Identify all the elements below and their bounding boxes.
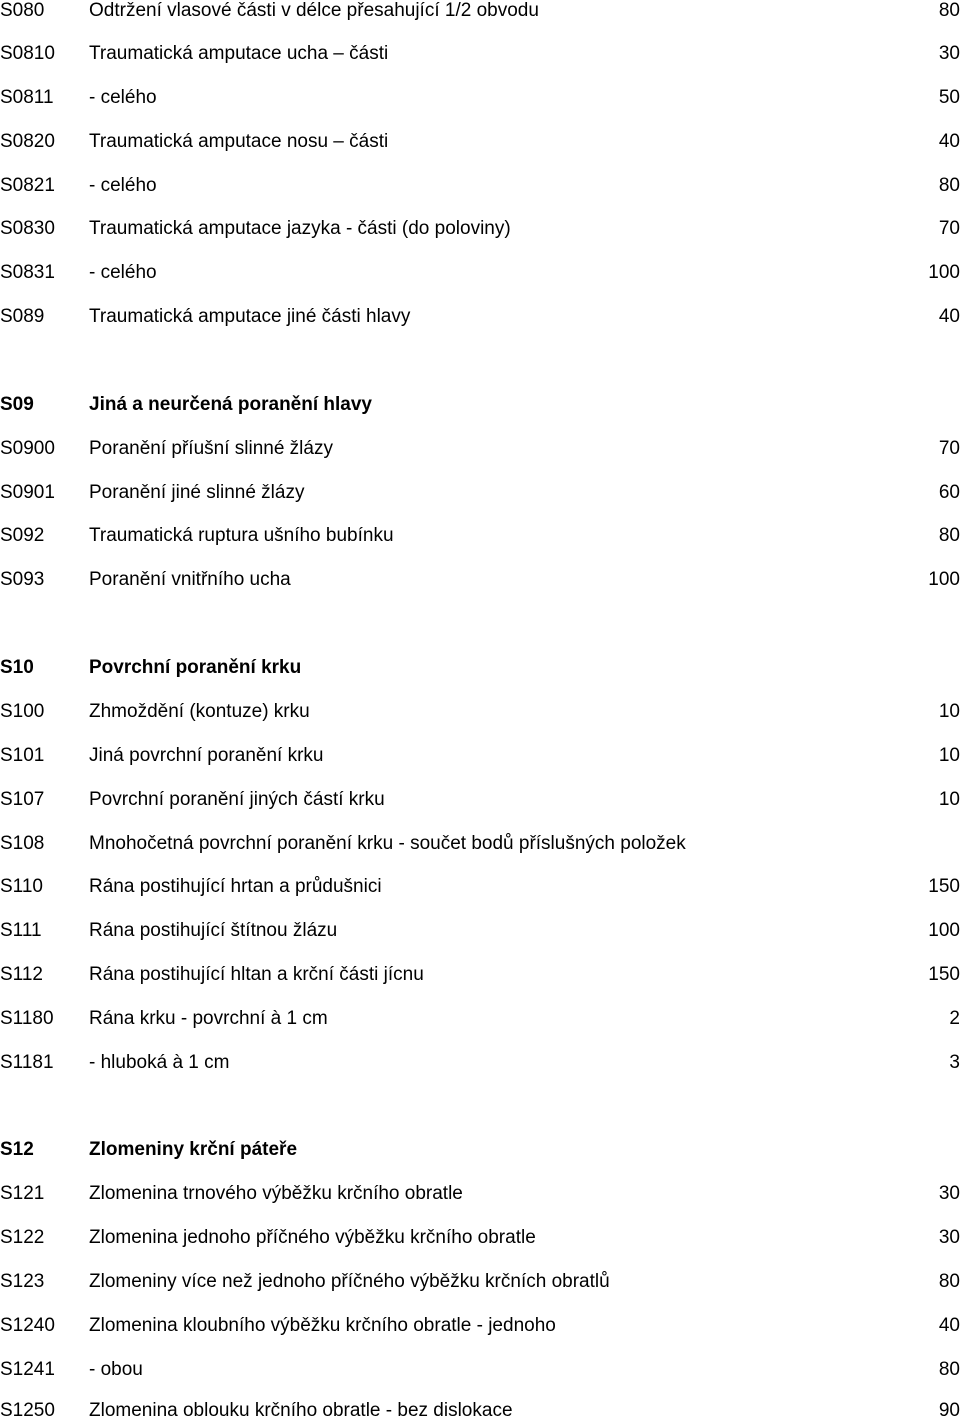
- row-points: 90: [938, 1400, 960, 1421]
- row-description: Jiná povrchní poranění krku: [89, 745, 324, 766]
- row-points: 50: [938, 87, 960, 108]
- row-description: Poranění příušní slinné žlázy: [89, 438, 333, 459]
- row-description: Zlomenina trnového výběžku krčního obratle: [89, 1183, 463, 1204]
- table-row: [0, 699, 960, 725]
- table-row: [0, 480, 960, 506]
- table-row: [0, 173, 960, 199]
- row-code: S080: [0, 0, 45, 21]
- row-description: Mnohočetná povrchní poranění krku - součet bodů příslušných položek: [89, 833, 686, 854]
- row-description: Traumatická amputace ucha – části: [89, 43, 389, 64]
- row-points: 30: [938, 43, 960, 64]
- row-points: 2: [949, 1008, 960, 1029]
- row-description: Traumatická amputace jiné části hlavy: [89, 306, 411, 327]
- row-points: 10: [938, 789, 960, 810]
- row-description: Traumatická amputace nosu – části: [89, 131, 389, 152]
- row-description: Traumatická ruptura ušního bubínku: [89, 525, 394, 546]
- row-code: S0901: [0, 482, 55, 503]
- table-row: [0, 436, 960, 462]
- row-points: 80: [938, 1271, 960, 1292]
- row-code: S107: [0, 789, 45, 810]
- row-code: S0831: [0, 262, 55, 283]
- row-points: 70: [938, 438, 960, 459]
- row-description: Traumatická amputace jazyka - části (do poloviny): [89, 218, 511, 239]
- row-points: 150: [928, 876, 960, 897]
- table-row: [0, 523, 960, 549]
- row-description: - celého: [89, 87, 157, 108]
- row-description: Povrchní poranění jiných částí krku: [89, 789, 385, 810]
- row-description: Rána krku - povrchní à 1 cm: [89, 1008, 328, 1029]
- row-points: 100: [928, 262, 960, 283]
- row-description: Odtržení vlasové části v délce přesahující 1/2 obvodu: [89, 0, 539, 21]
- row-description: Rána postihující hrtan a průdušnici: [89, 876, 382, 897]
- table-row: [0, 41, 960, 67]
- table-row: [0, 1006, 960, 1032]
- row-code: S1180: [0, 1008, 54, 1029]
- row-points: 3: [949, 1052, 960, 1073]
- row-points: 80: [938, 525, 960, 546]
- table-row: [0, 216, 960, 242]
- row-description: Zlomenina oblouku krčního obratle - bez dislokace: [89, 1400, 513, 1421]
- table-row: [0, 787, 960, 813]
- section-title: Povrchní poranění krku: [89, 657, 302, 678]
- row-description: - obou: [89, 1359, 143, 1380]
- table-row: [0, 831, 960, 857]
- table-row: [0, 260, 960, 286]
- row-code: S121: [0, 1183, 45, 1204]
- row-description: Rána postihující štítnou žlázu: [89, 920, 338, 941]
- row-code: S1241: [0, 1359, 55, 1380]
- row-code: S123: [0, 1271, 45, 1292]
- row-code: S0821: [0, 175, 55, 196]
- row-points: 100: [928, 569, 960, 590]
- table-row: [0, 1398, 960, 1424]
- table-row: [0, 304, 960, 330]
- row-code: S110: [0, 876, 43, 897]
- row-points: 40: [938, 1315, 960, 1336]
- row-description: Poranění jiné slinné žlázy: [89, 482, 305, 503]
- row-points: 30: [938, 1227, 960, 1248]
- section-title: Jiná a neurčená poranění hlavy: [89, 394, 372, 415]
- row-description: - celého: [89, 262, 157, 283]
- section-title: Zlomeniny krční páteře: [89, 1139, 298, 1160]
- row-description: Zlomenina jednoho příčného výběžku krčního obratle: [89, 1227, 536, 1248]
- row-points: 40: [938, 131, 960, 152]
- row-code: S100: [0, 701, 45, 722]
- row-code: S1181: [0, 1052, 54, 1073]
- row-code: S111: [0, 920, 42, 941]
- row-code: S1240: [0, 1315, 55, 1336]
- table-row: [0, 962, 960, 988]
- row-points: 150: [928, 964, 960, 985]
- row-code: S0811: [0, 87, 54, 108]
- table-row: [0, 1313, 960, 1339]
- row-points: 80: [938, 175, 960, 196]
- row-code: S0810: [0, 43, 55, 64]
- row-code: S0830: [0, 218, 55, 239]
- row-description: Poranění vnitřního ucha: [89, 569, 291, 590]
- row-description: Zlomenina kloubního výběžku krčního obratle - jednoho: [89, 1315, 556, 1336]
- table-row: [0, 0, 960, 24]
- section-code: S12: [0, 1139, 34, 1160]
- row-points: 60: [938, 482, 960, 503]
- row-points: 30: [938, 1183, 960, 1204]
- row-code: S093: [0, 569, 45, 590]
- row-points: 80: [938, 0, 960, 21]
- row-points: 40: [938, 306, 960, 327]
- row-code: S092: [0, 525, 45, 546]
- table-row: [0, 918, 960, 944]
- row-code: S1250: [0, 1400, 55, 1421]
- row-code: S101: [0, 745, 45, 766]
- row-description: Zlomeniny více než jednoho příčného výběžku krčních obratlů: [89, 1271, 610, 1292]
- row-code: S112: [0, 964, 43, 985]
- row-points: 10: [938, 745, 960, 766]
- row-description: Rána postihující hltan a krční části jícnu: [89, 964, 424, 985]
- section-code: S09: [0, 394, 34, 415]
- row-points: 100: [928, 920, 960, 941]
- section-code: S10: [0, 657, 34, 678]
- table-row: [0, 85, 960, 111]
- row-code: S0900: [0, 438, 55, 459]
- table-row: [0, 743, 960, 769]
- section-heading-row: [0, 655, 960, 681]
- row-description: Zhmoždění (kontuze) krku: [89, 701, 310, 722]
- row-points: 70: [938, 218, 960, 239]
- row-points: 80: [938, 1359, 960, 1380]
- row-description: - hluboká à 1 cm: [89, 1052, 230, 1073]
- row-code: S108: [0, 833, 45, 854]
- table-row: [0, 567, 960, 593]
- row-code: S0820: [0, 131, 55, 152]
- section-heading-row: [0, 392, 960, 418]
- table-row: [0, 1181, 960, 1207]
- table-row: [0, 1225, 960, 1251]
- table-row: [0, 874, 960, 900]
- table-row: [0, 1269, 960, 1295]
- row-code: S089: [0, 306, 45, 327]
- table-row: [0, 1050, 960, 1076]
- row-description: - celého: [89, 175, 157, 196]
- row-code: S122: [0, 1227, 45, 1248]
- table-row: [0, 1357, 960, 1383]
- table-row: [0, 129, 960, 155]
- section-heading-row: [0, 1137, 960, 1163]
- row-points: 10: [938, 701, 960, 722]
